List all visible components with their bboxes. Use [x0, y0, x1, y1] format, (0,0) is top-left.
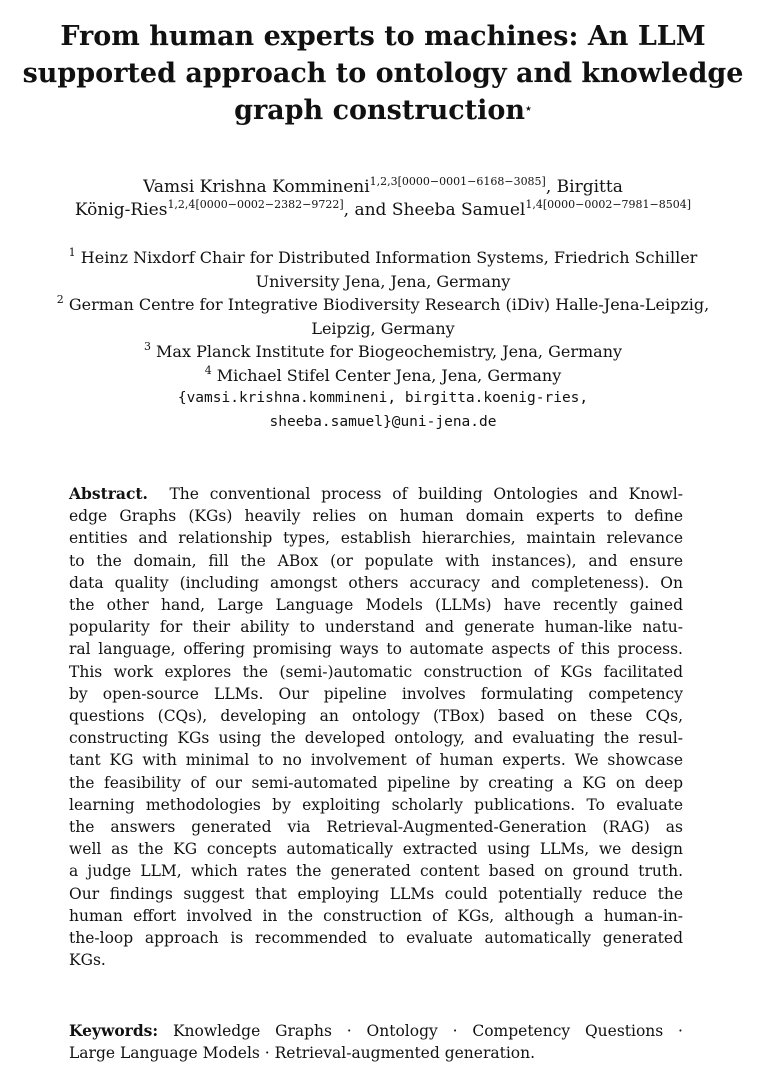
- author-affil-orcid: 1,2,3[0000−0001−6168−3085]: [369, 175, 546, 188]
- affiliation-line: University Jena, Jena, Germany: [255, 271, 511, 291]
- author-name: Birgitta: [556, 177, 623, 197]
- email-line[interactable]: {vamsi.krishna.kommineni, birgitta.koenig-ries,: [177, 390, 589, 406]
- abstract-line: popularity for their ability to understand and generate human-like natu-: [69, 618, 683, 637]
- keywords: [69, 1020, 683, 1064]
- author-list: [0, 176, 766, 222]
- abstract-line: the answers generated via Retrieval-Augmented-Generation (RAG) as: [69, 818, 683, 837]
- abstract-line: well as the KG concepts automatically extracted using LLMs, we design: [69, 840, 683, 859]
- abstract-line: ral language, offering promising ways to automate aspects of this process.: [69, 640, 683, 659]
- affiliation-line: $^3$ Max Planck Institute for Biogeochemistry, Jena, Germany: [143, 340, 623, 361]
- author-line: Vamsi Krishna Kommineni$^{1,2,3[0000-0001-6168-3085]}$, Birgitta: [143, 175, 623, 197]
- title-footnote-mark: ⋆: [525, 102, 532, 115]
- abstract-line: KGs.: [69, 951, 106, 970]
- abstract-line: Abstract. The conventional process of building Ontologies and Knowl-: [69, 484, 683, 503]
- affiliations: [0, 246, 766, 434]
- keywords-line: Large Language Models · Retrieval-augmented generation.: [69, 1044, 536, 1063]
- abstract-line: human effort involved in the construction of KGs, although a human-in-: [69, 906, 683, 925]
- title-line: graph construction⋆: [234, 95, 532, 126]
- abstract-line: by open-source LLMs. Our pipeline involves formulating competency: [69, 684, 683, 703]
- title-line: supported approach to ontology and knowledge: [22, 58, 744, 89]
- abstract-line: questions (CQs), developing an ontology (TBox) based on these CQs,: [69, 707, 683, 726]
- email-line[interactable]: sheeba.samuel}@uni-jena.de: [269, 413, 497, 430]
- abstract-line: This work explores the (semi-)automatic construction of KGs facilitated: [69, 662, 683, 681]
- abstract-line: Our findings suggest that employing LLMs could potentially reduce the: [69, 884, 683, 903]
- abstract-line: entities and relationship types, establish hierarchies, maintain relevance: [69, 529, 683, 548]
- abstract-label: Abstract.: [69, 484, 148, 503]
- abstract-line: edge Graphs (KGs) heavily relies on human domain experts to define: [69, 507, 683, 526]
- abstract-line: a judge LLM, which rates the generated content based on ground truth.: [69, 862, 683, 881]
- abstract-line: constructing KGs using the developed ontology, and evaluating the resul-: [69, 729, 683, 748]
- abstract-line: tant KG with minimal to no involvement of human experts. We showcase: [69, 751, 683, 770]
- author-line: König-Ries$^{1,2,4[0000-0002-2382-9722]}$, and Sheeba Samuel$^{1,4[0000-0002-7981-8504]}$: [74, 198, 692, 220]
- author-affil-orcid: 1,4[0000−0002−7981−8504]: [525, 198, 692, 211]
- author-name: König-Ries: [74, 200, 168, 220]
- abstract-line: learning methodologies by exploiting scholarly publications. To evaluate: [69, 795, 683, 814]
- abstract-line: the-loop approach is recommended to evaluate automatically generated: [69, 929, 683, 948]
- author-name: Sheeba Samuel: [391, 200, 526, 220]
- author-name: Vamsi Krishna Kommineni: [143, 177, 370, 197]
- abstract: [69, 483, 683, 971]
- title-line: From human experts to machines: An LLM: [60, 21, 706, 52]
- affiliation-line: Leipzig, Germany: [311, 318, 455, 338]
- keywords-line: Keywords: Knowledge Graphs · Ontology · Competency Questions ·: [69, 1021, 683, 1040]
- author-affil-orcid: 1,2,4[0000−0002−2382−9722]: [167, 198, 344, 211]
- paper-title: [0, 18, 766, 129]
- abstract-line: data quality (including amongst others accuracy and completeness). On: [69, 573, 683, 592]
- abstract-line: to the domain, fill the ABox (or populate with instances), and ensure: [69, 551, 683, 570]
- abstract-line: the other hand, Large Language Models (LLMs) have recently gained: [69, 596, 683, 615]
- affiliation-line: $^1$ Heinz Nixdorf Chair for Distributed Information Systems, Friedrich Schiller: [68, 246, 698, 267]
- affiliation-line: $^4$ Michael Stifel Center Jena, Jena, Germany: [204, 363, 562, 385]
- abstract-line: the feasibility of our semi-automated pipeline by creating a KG on deep: [69, 773, 683, 792]
- affiliation-line: $^2$ German Centre for Integrative Biodiversity Research (iDiv) Halle-Jena-Leipzig,: [56, 293, 710, 314]
- keywords-label: Keywords:: [69, 1021, 159, 1040]
